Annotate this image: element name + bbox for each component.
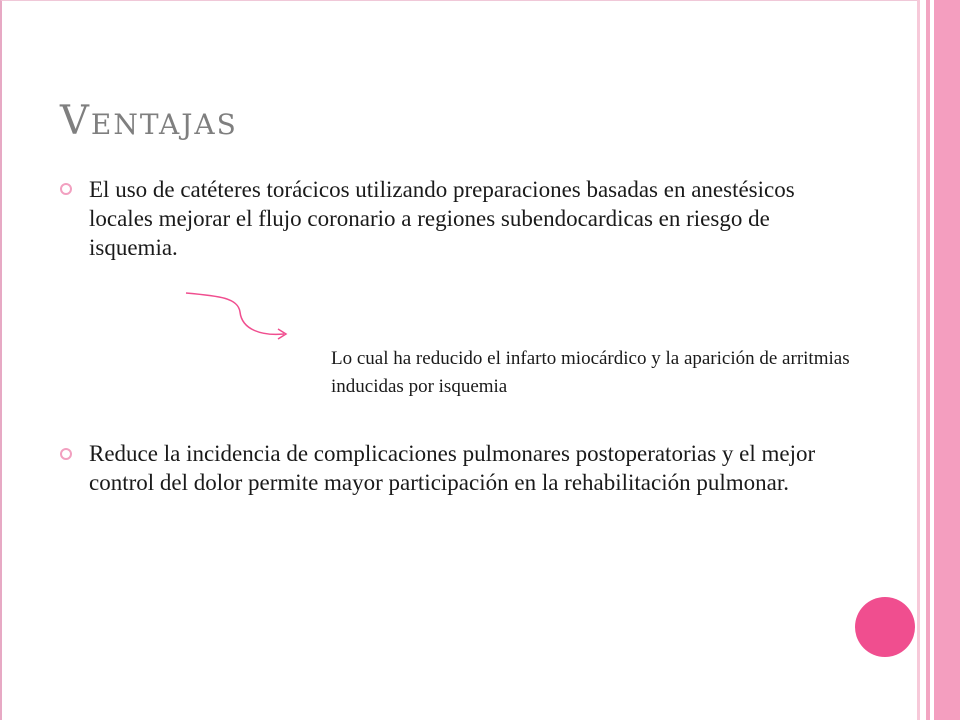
decorative-stripes [917,0,960,720]
stripe-wide [934,0,960,720]
curved-arrow-icon [180,284,300,344]
bullet-text-1: El uso de catéteres torácicos utilizando preparaciones basadas en anestésicos locales mejorar el flujo coronario a regiones subendocardicas en riesgo de isquemia. [89,177,795,260]
slide-title: Ventajas [60,98,238,144]
pink-circle-icon [855,597,915,657]
bullet-text-2: Reduce la incidencia de complicaciones pulmonares postoperatorias y el mejor control del dolor permite mayor participación en la rehabilitación pulmonar. [89,441,816,495]
hollow-circle-icon [60,448,72,460]
hollow-circle-icon [60,183,72,195]
note-text: Lo cual ha reducido el infarto miocárdico y la aparición de arritmias inducidas por isquemia [331,348,850,397]
